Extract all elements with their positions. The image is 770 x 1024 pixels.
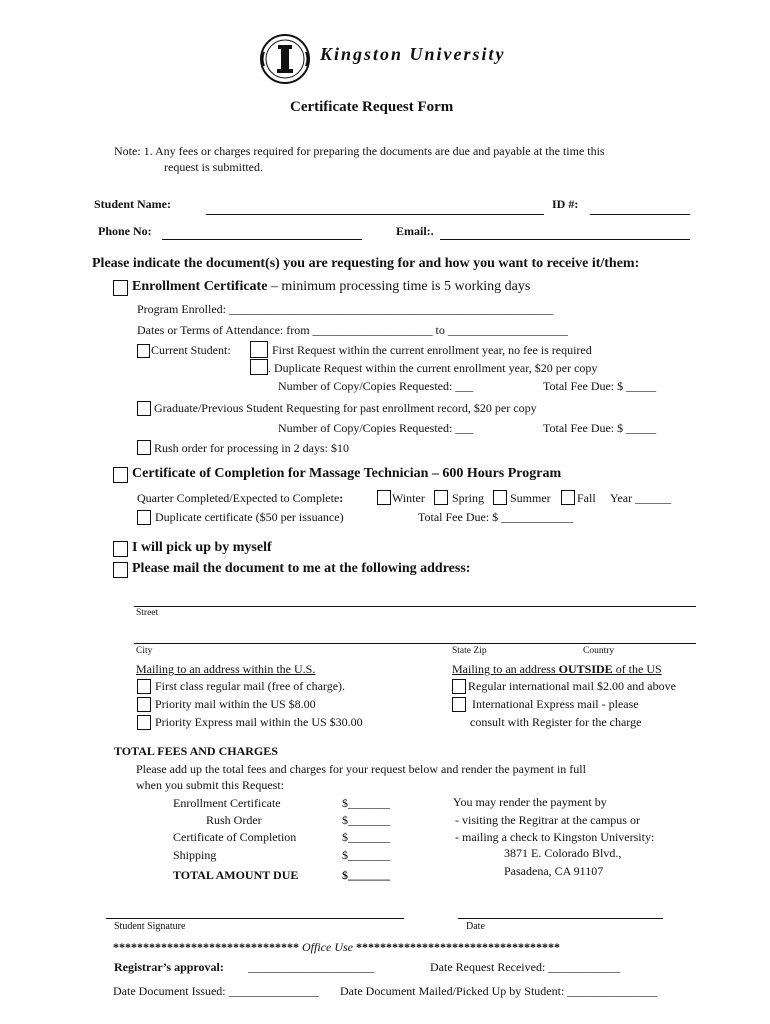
signature-line[interactable]: [106, 918, 404, 919]
dates-attendance: Dates or Terms of Attendance: from ____________________ to ____________________: [137, 323, 568, 337]
summer-checkbox[interactable]: [493, 490, 507, 505]
priority-label: Priority mail within the US $8.00: [155, 697, 316, 711]
address-line-2: Pasadena, CA 91107: [504, 864, 604, 878]
rush-label: Rush order for processing in 2 days: $10: [154, 441, 349, 455]
registrar-approval-line: _____________________: [248, 960, 374, 974]
duplicate-certificate-label: Duplicate certificate ($50 per issuance): [155, 510, 344, 524]
current-student-checkbox[interactable]: [137, 344, 150, 358]
enrollment-title-line: [132, 279, 530, 295]
copies-requested: Number of Copy/Copies Requested: ___: [278, 379, 474, 393]
university-name: Kingston University: [320, 44, 506, 64]
form-title: Certificate Request Form: [290, 99, 454, 115]
note-line-2: request is submitted.: [164, 160, 263, 174]
total-row-label: Shipping: [173, 848, 217, 862]
total-row-label: TOTAL AMOUNT DUE: [173, 868, 299, 882]
id-label: ID #:: [552, 197, 579, 211]
country-label: Country: [583, 646, 615, 656]
instructions-heading: Please indicate the document(s) you are requesting for and how you want to receive it/them:: [92, 256, 640, 271]
totals-heading: TOTAL FEES AND CHARGES: [114, 744, 278, 758]
date-mailed: Date Document Mailed/Picked Up by Student: _______________: [340, 984, 658, 998]
total-row-value: $_______: [342, 796, 390, 810]
pickup-checkbox[interactable]: [113, 541, 128, 557]
registrar-approval-label: Registrar’s approval:: [114, 960, 224, 974]
express-label: Priority Express mail within the US $30.00: [155, 715, 363, 729]
total-row-value: $_______: [342, 830, 390, 844]
mail-intl-bold: OUTSIDE: [558, 662, 613, 676]
mail-us-heading: Mailing to an address within the U.S.: [136, 662, 316, 676]
total-fee-due: Total Fee Due: $ _____: [543, 379, 657, 393]
state-zip-label: State Zip: [452, 646, 487, 656]
street-field[interactable]: [134, 606, 696, 607]
address-line-1: 3871 E. Colorado Blvd.,: [504, 846, 622, 860]
year-field: Year ______: [610, 491, 672, 505]
rush-checkbox[interactable]: [137, 440, 151, 455]
intl-express-label-2: consult with Register for the charge: [470, 715, 642, 729]
payment-option-1: - visiting the Regitrar at the campus or: [455, 813, 640, 827]
mail-intl-pre: Mailing to an address: [452, 662, 559, 676]
mail-checkbox[interactable]: [113, 562, 128, 578]
enrollment-title: Enrollment Certificate: [132, 279, 268, 294]
intl-express-label: International Express mail - please: [472, 697, 639, 711]
office-stars-left: *******************************: [113, 940, 299, 954]
total-fee-due-2: Total Fee Due: $ _____: [543, 421, 657, 435]
spring-label: Spring: [452, 491, 485, 505]
quarter-label: Quarter Completed/Expected to Complete:: [137, 491, 344, 505]
graduate-checkbox[interactable]: [137, 401, 151, 416]
winter-checkbox[interactable]: [377, 490, 391, 505]
completion-checkbox[interactable]: [113, 467, 128, 483]
quarter-text: Quarter Completed/Expected to Complete: [137, 491, 340, 505]
winter-label: Winter: [392, 491, 425, 505]
total-row-label: Certificate of Completion: [173, 830, 297, 844]
totals-instruction-1: Please add up the total fees and charges for your request below and render the payment in full: [136, 762, 586, 776]
total-row-label: Rush Order: [206, 813, 262, 827]
totals-instruction-2: when you submit this Request:: [136, 778, 284, 792]
intl-regular-checkbox[interactable]: [452, 679, 466, 694]
email-label: Email:.: [396, 224, 434, 238]
student-signature-label: Student Signature: [114, 921, 186, 932]
email-field[interactable]: [440, 239, 690, 240]
graduate-label: Graduate/Previous Student Requesting for past enrollment record, $20 per copy: [154, 401, 537, 415]
copies-requested-2: Number of Copy/Copies Requested: ___: [278, 421, 474, 435]
payment-heading: You may render the payment by: [453, 795, 607, 809]
office-use-label: Office Use: [302, 940, 353, 954]
city-field[interactable]: [134, 643, 696, 644]
id-field[interactable]: [590, 214, 690, 215]
note-line-1: Note: 1. Any fees or charges required for preparing the documents are due and payable at the time this: [114, 144, 605, 158]
street-label: Street: [136, 608, 159, 618]
express-checkbox[interactable]: [137, 715, 151, 730]
program-enrolled: Program Enrolled: ______________________________________________________: [137, 302, 553, 316]
mail-label: Please mail the document to me at the following address:: [132, 561, 471, 576]
university-logo: [258, 32, 312, 86]
date-received: Date Request Received: ____________: [430, 960, 621, 974]
priority-checkbox[interactable]: [137, 697, 151, 712]
first-request-checkbox[interactable]: [250, 341, 268, 358]
phone-label: Phone No:: [98, 224, 152, 238]
phone-field[interactable]: [162, 239, 362, 240]
spring-checkbox[interactable]: [434, 490, 448, 505]
total-row-value: $_______: [342, 813, 390, 827]
office-stars-right: **********************************: [355, 940, 560, 954]
summer-label: Summer: [510, 491, 551, 505]
date-line[interactable]: [458, 918, 663, 919]
city-label: City: [136, 646, 153, 656]
current-student-label: Current Student:: [151, 343, 231, 357]
mail-intl-heading: [452, 662, 662, 677]
office-use-banner: [113, 940, 560, 955]
fall-checkbox[interactable]: [561, 490, 575, 505]
intl-regular-label: Regular international mail $2.00 and above: [468, 679, 676, 693]
first-class-label: First class regular mail (free of charge).: [155, 679, 346, 693]
intl-express-checkbox[interactable]: [452, 697, 466, 712]
enrollment-processing: – minimum processing time is 5 working days: [267, 279, 531, 294]
student-name-label: Student Name:: [94, 197, 171, 211]
fall-label: Fall: [577, 491, 596, 505]
first-request-label: First Request within the current enrollment year, no fee is required: [272, 343, 592, 357]
duplicate-certificate-checkbox[interactable]: [137, 510, 151, 525]
completion-title: Certificate of Completion for Massage Technician – 600 Hours Program: [132, 466, 562, 481]
total-row-value: $_______: [342, 868, 390, 882]
mail-intl-post: of the US: [612, 662, 662, 676]
total-row-value: $_______: [342, 848, 390, 862]
student-name-field[interactable]: [206, 214, 544, 215]
date-issued: Date Document Issued: _______________: [113, 984, 319, 998]
payment-option-2: - mailing a check to Kingston University:: [455, 830, 655, 844]
enrollment-checkbox[interactable]: [113, 280, 128, 296]
pickup-label: I will pick up by myself: [132, 540, 272, 555]
first-class-checkbox[interactable]: [137, 679, 151, 694]
completion-total-fee: Total Fee Due: $ ____________: [418, 510, 574, 524]
duplicate-request-checkbox[interactable]: [250, 359, 268, 375]
date-label: Date: [466, 921, 485, 932]
duplicate-request-label: . Duplicate Request within the current enrollment year, $20 per copy: [268, 361, 598, 375]
total-row-label: Enrollment Certificate: [173, 796, 281, 810]
